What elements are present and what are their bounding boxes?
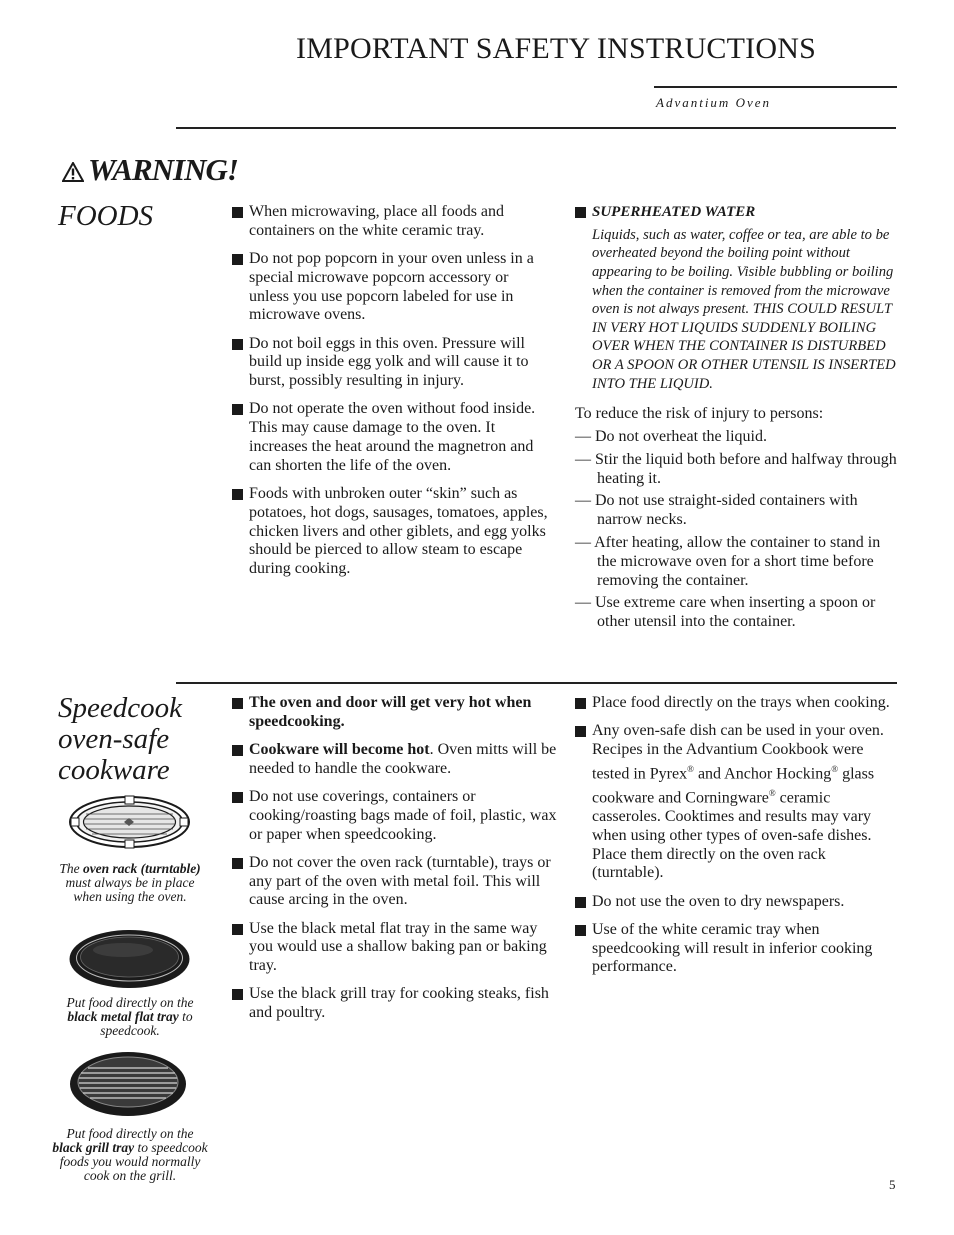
caption-oven-rack: The oven rack (turntable) must always be in place when using the oven.	[59, 861, 201, 904]
speedcook-list-left	[232, 694, 557, 1032]
bullet-icon	[232, 858, 243, 869]
list-item: Cookware will become hot. Oven mitts will be needed to handle the cookware.	[232, 741, 557, 779]
list-item: Do not operate the oven without food inside. This may cause damage to the oven. It increases the heat around the magnetron and can shorten the life of the oven.	[232, 400, 550, 475]
section-rule-top	[176, 127, 896, 129]
foods-list	[232, 203, 550, 588]
list-item: Do not boil eggs in this oven. Pressure will build up inside egg yolk and will cause it to burst, possibly resulting in injury.	[232, 335, 550, 391]
page-subtitle: Advantium Oven	[656, 95, 772, 110]
bullet-icon	[232, 339, 243, 350]
bullet-icon	[232, 254, 243, 265]
dash-item: — Do not use straight-sided containers with narrow necks.	[575, 492, 858, 529]
bullet-icon	[575, 925, 586, 936]
header-rule	[654, 86, 897, 88]
bullet-icon	[232, 698, 243, 709]
page-title: IMPORTANT SAFETY INSTRUCTIONS	[296, 32, 816, 65]
bullet-icon	[575, 726, 586, 737]
warning-heading	[62, 152, 238, 188]
caption-flat-tray: Put food directly on the black metal flat tray to speedcook.	[66, 995, 194, 1038]
bullet-icon	[232, 989, 243, 1000]
list-item: When microwaving, place all foods and containers on the white ceramic tray.	[232, 203, 550, 241]
list-item: Foods with unbroken outer “skin” such as potatoes, hot dogs, sausages, tomatoes, apples, chicken livers and other giblets, and egg yolks should be pierced to allow steam to escape during cooking.	[232, 485, 550, 579]
black-metal-flat-tray-image	[68, 928, 191, 990]
black-grill-tray-image	[68, 1050, 188, 1118]
bullet-icon	[232, 792, 243, 803]
bullet-icon	[232, 924, 243, 935]
bullet-icon	[232, 207, 243, 218]
list-item: Do not use coverings, containers or cooking/roasting bags made of foil, plastic, wax or paper when speedcooking.	[232, 788, 557, 844]
speedcook-list-right	[575, 694, 895, 987]
dash-item: — Use extreme care when inserting a spoon or other utensil into the container.	[575, 594, 876, 631]
bullet-icon	[232, 745, 243, 756]
list-item: The oven and door will get very hot when speedcooking.	[232, 694, 557, 732]
superheated-heading: SUPERHEATED WATER	[575, 203, 897, 222]
bullet-icon	[575, 207, 586, 218]
bullet-icon	[575, 897, 586, 908]
list-item: Use the black grill tray for cooking steaks, fish and poultry.	[232, 985, 557, 1023]
list-item: Do not pop popcorn in your oven unless in a special microwave popcorn accessory or unless you use popcorn labeled for use in microwave ovens.	[232, 250, 550, 325]
section-title-foods: FOODS	[58, 200, 154, 232]
bullet-icon	[232, 489, 243, 500]
dash-item: — Stir the liquid both before and halfway through heating it.	[575, 450, 897, 487]
oven-rack-turntable-image	[68, 792, 191, 852]
dash-item: — After heating, allow the container to stand in the microwave oven for a short time before removing the container.	[575, 533, 881, 589]
warning-label: WARNING!	[88, 152, 238, 187]
section-title-speedcook: Speedcook oven-safe cookware	[58, 692, 182, 786]
section-rule-middle	[176, 682, 897, 684]
list-item: Use of the white ceramic tray when speedcooking will result in inferior cooking performance.	[575, 921, 895, 977]
list-item: Any oven-safe dish can be used in your oven. Recipes in the Advantium Cookbook were tested in Pyrex® and Anchor Hocking® glass cookware and Corningware® ceramic casseroles. Cooktimes and results may vary when using other types of oven-safe dishes. Place them directly on the oven rack (turntable).	[575, 722, 895, 883]
superheated-body: Liquids, such as water, coffee or tea, are able to be overheated beyond the boiling point without appearing to be boiling. Visible bubbling or boiling when the container is removed from the microwave oven is not always present. THIS COULD RESULT IN VERY HOT LIQUIDS SUDDENLY BOILING OVER WHEN THE CONTAINER IS DISTURBED OR A SPOON OR OTHER UTENSIL IS INSERTED INTO THE LIQUID.	[592, 226, 896, 392]
list-item: Use the black metal flat tray in the same way you would use a shallow baking pan or baking tray.	[232, 920, 557, 976]
warning-triangle-icon	[62, 162, 84, 182]
caption-grill-tray: Put food directly on the black grill tray to speedcook foods you would normally cook on the grill.	[52, 1126, 208, 1183]
bullet-icon	[232, 404, 243, 415]
list-item: Do not use the oven to dry newspapers.	[575, 893, 895, 912]
bullet-icon	[575, 698, 586, 709]
list-item: Place food directly on the trays when cooking.	[575, 694, 895, 713]
dash-item: — Do not overheat the liquid.	[575, 427, 767, 445]
page-number: 5	[889, 1177, 896, 1192]
superheated-water-block	[575, 203, 897, 636]
reduce-risk-intro: To reduce the risk of injury to persons:	[575, 405, 824, 423]
list-item: Do not cover the oven rack (turntable), trays or any part of the oven with metal foil. This will cause arcing in the oven.	[232, 854, 557, 910]
